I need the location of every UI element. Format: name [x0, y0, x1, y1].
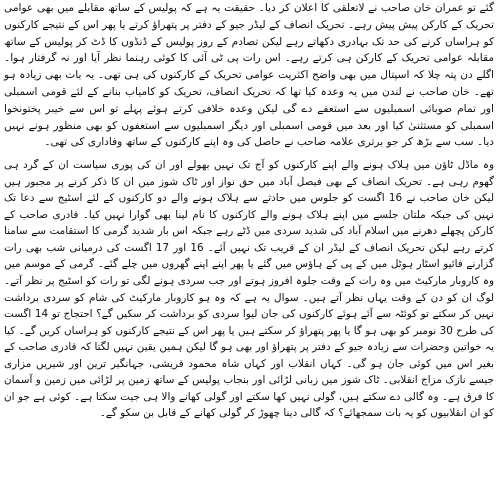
article-paragraph: وہ ماڈل ٹاؤن میں ہلاک ہونے والے اپنے کارکنوں کو آج تک نہیں بھولے اور ان کی پوری سیاست ان کے گرد ہی گھوم رہی ہے۔ تحریک انصاف کے بھی فیصل آباد میں حق نواز اور ٹاک شوز میں ان کا ذکر کرنے پر مجبور ہیں لیکن خان صاحب نے 16 اگست کو جلوس میں حادثے سے ہلاک ہونے والے دو کارکنوں کے لئے اسٹیج سے دعا تک نہیں کی جبکہ ملتان جلسے میں اپنے ہلاک ہونے والے کارکنوں کا نام لینا بھی گوارا نہیں کیا۔ قادری صاحب کے کارکن پچھلے دھرنے میں اسلام آباد کی شدید سردی میں ڈٹے رہے جبکہ اس بار شدید گرمی کا استقامت سے سامنا کرتے رہے لیکن تحریک انصاف کے لیڈر ان کے قریب تک نہیں آئے۔ 16 اور 17 اگست کی درمیانی شب بھی رات گزارنے فائیو اسٹار ہوٹل میں کے پی کے ہاؤس میں گئے یا پھر اپنے اپنے گھروں میں چلے گئے۔ گرمی کے موسم میں وہ کاروبار مارکیٹ میں وہ رات کے وقت جلوہ افروز ہوتے اور جب سردی ہونے لگی تو رات کو اسٹیج پر نظر آتے۔ لوگ ان کو دن کے وقت یہاں نظر آتے ہیں۔ سوال یہ ہے کہ وہ ہو کاروبار مارکیٹ کی شام کو سردی برداشت نہیں کر سکتے تو کوئٹہ سے آئے ہوئے کارکنوں کی جان لیوا سردی کو برداشت کر سکیں گے؟ احتجاج تو 14 اگست کی طرح 30 نومبر کو بھی ہو گا یا پھر پتھراؤ کر سکتے ہیں یا پھر اس کے نتیجے کارکنوں کو ہراساں کریں گے۔ کیا یہ خواتین وحضرات سے زیادہ جیو کے دفتر پر پتھراؤ اور بھی ہو گا لیکن ہمیں یقین نہیں لگتا کہ قادری صاحب کے بغیر اس میں کوئی جان ہو گی۔ کہاں انقلاب اور کہاں شاہ محمود قریشی، جہانگیر ترین اور شیریں مزاری جیسے نازک مزاج انقلابی۔ ٹاک شوز میں زبانی لڑائی اور بنجاب پولیس کے ساتھ زمین پر لڑائی میں زمین و آسمان کا فرق ہے۔ وہ گالی دے سکتے ہیں، گولی نہیں کھا سکتے اور گولی کھانے والا ہی جیت سکتا ہے۔ کوئی ہے جو ان کو ان انقلابیوں کو یہ بات سمجھائے؟ کہ گالی دینا چھوڑ کر گولی کھانے کے قابل بن سکو گے۔: [4, 159, 495, 420]
article-paragraph: گئے تو عمران خان صاحب نے لاتعلقی کا اعلان کر دیا۔ حقیقت یہ ہے کہ پولیس کے ساتھ مقابلے میں بھی عوامی تحریک کے کارکن پیش پیش رہے۔ تحریک انصاف کے لیڈر جیو کے دفتر پر پتھراؤ کرتے یا پھر اس کے نتیجے کارکنوں کو ہراساں کرنے کی حد تک بہادری دکھاتے رہے لیکن تصادم کے روز پولیس کے ڈنڈوں کا ڈٹ کر پولیس کے ساتھ مقابلہ عوامی تحریک کے کارکن ہی کرتے رہے۔ اس رات پی ٹی آئی کا کوئی رہنما نظر آیا اور نہ گرفتار ہوا۔ اگلے دن پتہ چلا کہ اسپتال میں بھی واضح اکثریت عوامی تحریک کے کارکنوں کی ہی تھی۔ یہ بات بھی زیادہ ہو تھے۔ خان صاحب نے لندن میں یہ وعدہ کیا تھا کہ تحریک انصاف، تحریک کو کامیاب بنانے کے لئے قومی اسمبلی اور تمام صوبائی اسمبلیوں سے استعفے دے گی لیکن وعدہ خلافی کرتے ہوئے پہلے تو اس سے خیبر پختونخوا اسمبلی کو مستثنیٰ کیا اور بعد میں قومی اسمبلی اور دیگر اسمبلیوں سے استعفوں کو بھی منظور ہونے نہیں دیا۔ سب سے بڑھ کر جو برتری علامہ صاحب نے حاصل کی وہ اپنے کارکنوں کے ساتھ وفاداری کی تھی۔: [4, 2, 494, 149]
